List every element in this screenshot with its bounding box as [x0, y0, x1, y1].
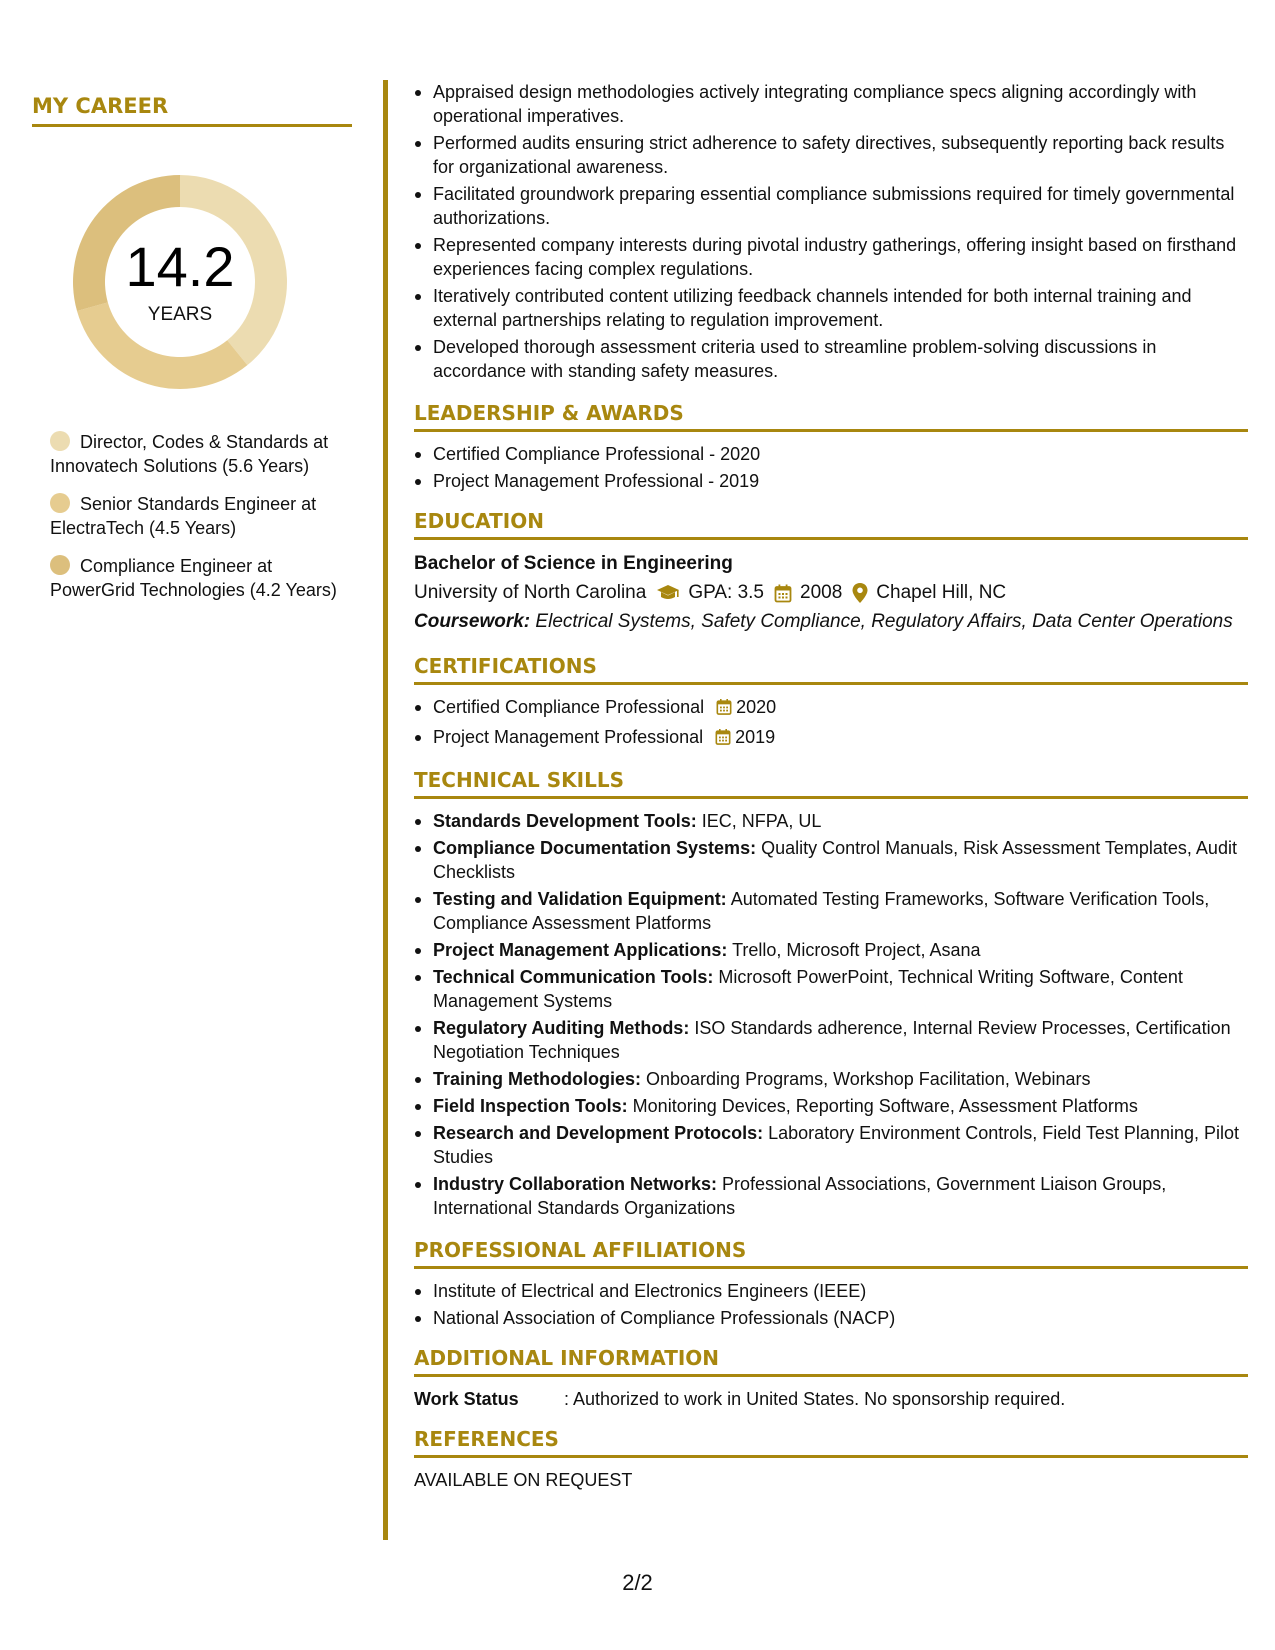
- list-item: [414, 938, 1248, 962]
- skill-label: Standards Development Tools:: [433, 811, 697, 831]
- skill-value: Professional Associations, Government Liaison Groups, International Standards Organizations: [433, 1174, 1167, 1218]
- legend-dot-icon: [50, 555, 70, 575]
- work-status-key: Work Status: [414, 1389, 519, 1409]
- section-title: TECHNICAL SKILLS: [414, 768, 1248, 799]
- skill-label: Industry Collaboration Networks:: [433, 1174, 718, 1194]
- cert-year: 2019: [735, 727, 776, 747]
- skill-value: Quality Control Manuals, Risk Assessment Templates, Audit Checklists: [433, 838, 1237, 882]
- skill-value: ISO Standards adherence, Internal Review Processes, Certification Negotiation Techniques: [433, 1018, 1231, 1062]
- certifications-section: [414, 654, 1248, 752]
- skill-value: Microsoft PowerPoint, Technical Writing Software, Content Management Systems: [433, 967, 1183, 1011]
- skill-value: IEC, NFPA, UL: [696, 811, 822, 831]
- skills-section: [414, 768, 1248, 1220]
- work-status-value: : Authorized to work in United States. No sponsorship required.: [564, 1389, 1066, 1409]
- list-item: Certified Compliance Professional - 2020: [414, 442, 1248, 466]
- coursework-value: Electrical Systems, Safety Compliance, Regulatory Affairs, Data Center Operations: [530, 611, 1233, 632]
- skill-value: Laboratory Environment Controls, Field Test Planning, Pilot Studies: [433, 1123, 1240, 1167]
- section-title: REFERENCES: [414, 1427, 1248, 1458]
- list-item: [414, 1016, 1248, 1064]
- career-donut-chart: [65, 167, 295, 397]
- list-item: [414, 1094, 1248, 1118]
- cert-name: Certified Compliance Professional: [433, 697, 705, 717]
- section-title: CERTIFICATIONS: [414, 654, 1248, 685]
- coursework: [414, 610, 1248, 634]
- legend-item: [50, 430, 340, 478]
- main-content: [414, 80, 1248, 1492]
- list-item: Project Management Professional - 2019: [414, 469, 1248, 493]
- references-text: AVAILABLE ON REQUEST: [414, 1470, 633, 1490]
- section-title: EDUCATION: [414, 509, 1248, 540]
- list-item: [414, 1067, 1248, 1091]
- list-item: [414, 809, 1248, 833]
- list-item: Appraised design methodologies actively integrating compliance specs aligning accordingly with operational imperatives.: [414, 80, 1248, 128]
- total-years-value: 14.2: [125, 235, 235, 298]
- section-title: LEADERSHIP & AWARDS: [414, 401, 1248, 432]
- career-legend: [50, 430, 340, 602]
- list-item: Represented company interests during pivotal industry gatherings, offering insight based on firsthand experiences facing complex regulations.: [414, 233, 1248, 281]
- cert-year: 2020: [736, 697, 777, 717]
- list-item: Institute of Electrical and Electronics Engineers (IEEE): [414, 1279, 1248, 1303]
- graduation-cap-icon: [656, 584, 680, 602]
- list-item: [414, 965, 1248, 1013]
- skill-value: Automated Testing Frameworks, Software Verification Tools, Compliance Assessment Platforms: [433, 889, 1210, 933]
- skill-label: Regulatory Auditing Methods:: [433, 1018, 690, 1038]
- legend-item: [50, 554, 340, 602]
- education-location: Chapel Hill, NC: [876, 582, 1007, 603]
- calendar-icon: [715, 728, 731, 752]
- skill-value: Monitoring Devices, Reporting Software, Assessment Platforms: [627, 1096, 1138, 1116]
- list-item: [414, 836, 1248, 884]
- location-pin-icon: [852, 583, 868, 603]
- skill-label: Compliance Documentation Systems:: [433, 838, 757, 858]
- cert-name: Project Management Professional: [433, 727, 704, 747]
- list-item: Iteratively contributed content utilizing feedback channels intended for both internal training and external partnerships relating to regulation improvement.: [414, 284, 1248, 332]
- calendar-icon: [716, 698, 732, 722]
- list-item: Performed audits ensuring strict adherence to safety directives, subsequently reporting back results for organizational awareness.: [414, 131, 1248, 179]
- section-title: ADDITIONAL INFORMATION: [414, 1346, 1248, 1377]
- career-sidebar: [32, 94, 352, 616]
- list-item: [414, 887, 1248, 935]
- skill-label: Research and Development Protocols:: [433, 1123, 764, 1143]
- legend-label: Director, Codes & Standards at Innovatech Solutions (5.6 Years): [50, 432, 329, 476]
- skill-label: Technical Communication Tools:: [433, 967, 714, 987]
- degree: Bachelor of Science in Engineering: [414, 553, 733, 574]
- coursework-label: Coursework:: [414, 611, 531, 632]
- column-divider: [383, 80, 388, 1540]
- school: University of North Carolina: [414, 582, 647, 603]
- skill-value: Onboarding Programs, Workshop Facilitation, Webinars: [641, 1069, 1091, 1089]
- experience-bullets: [414, 80, 1248, 383]
- skill-label: Training Methodologies:: [433, 1069, 641, 1089]
- education-details: [414, 578, 1248, 608]
- legend-label: Senior Standards Engineer at ElectraTech (4.5 Years): [50, 494, 317, 538]
- total-years-label: YEARS: [147, 304, 213, 325]
- list-item: [414, 1172, 1248, 1220]
- list-item: Facilitated groundwork preparing essential compliance submissions required for timely governmental authorizations.: [414, 182, 1248, 230]
- work-status-row: [414, 1387, 1248, 1411]
- skill-label: Project Management Applications:: [433, 940, 728, 960]
- legend-item: [50, 492, 340, 540]
- legend-dot-icon: [50, 493, 70, 513]
- gpa: GPA: 3.5: [688, 582, 764, 603]
- list-item: [414, 695, 1248, 722]
- skill-value: Trello, Microsoft Project, Asana: [727, 940, 981, 960]
- graduation-year: 2008: [800, 582, 843, 603]
- legend-label: Compliance Engineer at PowerGrid Technologies (4.2 Years): [50, 556, 337, 600]
- list-item: [414, 1121, 1248, 1169]
- list-item: National Association of Compliance Professionals (NACP): [414, 1306, 1248, 1330]
- leadership-section: [414, 401, 1248, 493]
- skill-label: Field Inspection Tools:: [433, 1096, 628, 1116]
- education-section: [414, 509, 1248, 634]
- references-section: [414, 1427, 1248, 1492]
- affiliations-section: [414, 1238, 1248, 1330]
- legend-dot-icon: [50, 431, 70, 451]
- page-number: 2/2: [622, 1570, 653, 1595]
- list-item: [414, 725, 1248, 752]
- career-heading: MY CAREER: [32, 94, 352, 127]
- list-item: Developed thorough assessment criteria used to streamline problem-solving discussions in accordance with standing safety measures.: [414, 335, 1248, 383]
- additional-info-section: [414, 1346, 1248, 1411]
- skill-label: Testing and Validation Equipment:: [433, 889, 727, 909]
- calendar-icon: [774, 584, 792, 603]
- section-title: PROFESSIONAL AFFILIATIONS: [414, 1238, 1248, 1269]
